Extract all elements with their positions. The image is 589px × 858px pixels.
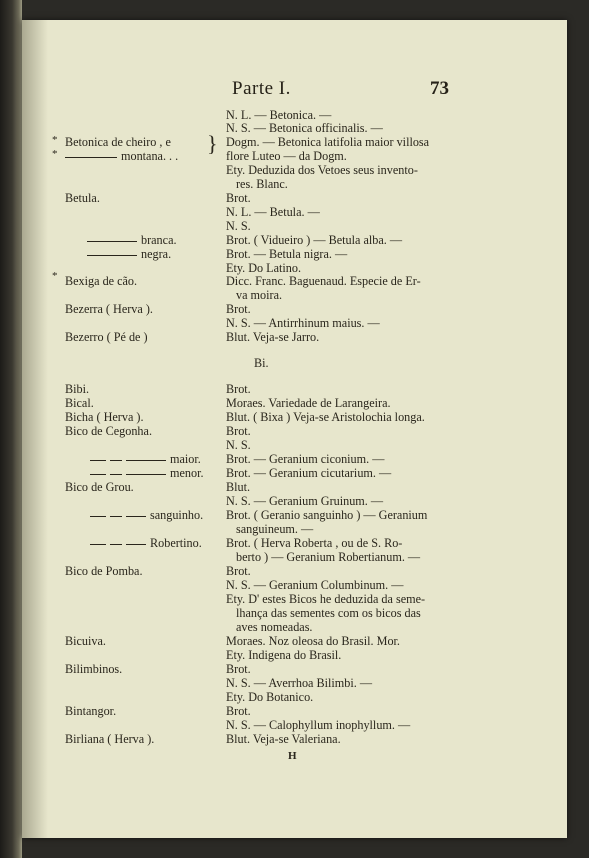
entry-term: Bico de Cegonha. bbox=[65, 424, 152, 438]
text-line: N. S. — Averrhoa Bilimbi. — bbox=[226, 676, 373, 690]
text-line: Blut. bbox=[226, 480, 251, 494]
running-title: Parte I. bbox=[232, 78, 291, 99]
entry-term: Bical. bbox=[65, 396, 94, 410]
text-line: Brot. bbox=[226, 302, 251, 316]
text-line: lhança das sementes com os bicos das bbox=[236, 606, 421, 620]
text-line: berto ) — Geranium Robertianum. — bbox=[236, 550, 421, 564]
printer-signature: H bbox=[288, 750, 297, 762]
text-line: N. S. bbox=[226, 219, 251, 233]
entry-term: maior. bbox=[90, 452, 201, 466]
book-binding-edge bbox=[0, 0, 22, 858]
dictionary-text bbox=[22, 20, 567, 838]
text-line: Moraes. Noz oleosa do Brasil. Mor. bbox=[226, 634, 400, 648]
entry-term: Bico de Grou. bbox=[65, 480, 134, 494]
text-line: Ety. D' estes Bicos he deduzida da seme- bbox=[226, 592, 426, 606]
text-line: Brot. bbox=[226, 191, 251, 205]
text-line: Brot. — Geranium cicutarium. — bbox=[226, 466, 392, 480]
text-line: Blut. ( Bixa ) Veja-se Aristolochia longa. bbox=[226, 410, 425, 424]
entry-term: Bico de Pomba. bbox=[65, 564, 143, 578]
text-line: Blut. Veja-se Valeriana. bbox=[226, 732, 341, 746]
text-line: Dogm. — Betonica latifolia maior villosa bbox=[226, 135, 430, 149]
entry-term: montana. . . bbox=[65, 149, 178, 163]
entry-mark: * bbox=[52, 148, 58, 160]
entry-term: Betonica de cheiro , e bbox=[65, 135, 171, 149]
entry-mark: * bbox=[52, 270, 58, 282]
text-line: Ety. Do Botanico. bbox=[226, 690, 314, 704]
book-page bbox=[22, 20, 567, 838]
entry-term: Betula. bbox=[65, 191, 100, 205]
entry-term: Bexiga de cão. bbox=[65, 274, 138, 288]
entry-term: Bintangor. bbox=[65, 704, 117, 718]
text-line: Brot. — Betula nigra. — bbox=[226, 247, 348, 261]
text-line: res. Blanc. bbox=[236, 177, 288, 191]
text-line: Brot. bbox=[226, 382, 251, 396]
text-line: Brot. bbox=[226, 662, 251, 676]
text-line: flore Luteo — da Dogm. bbox=[226, 149, 347, 163]
text-line: N. S. — Antirrhinum maius. — bbox=[226, 316, 380, 330]
text-line: Brot. ( Vidueiro ) — Betula alba. — bbox=[226, 233, 403, 247]
text-line: aves nomeadas. bbox=[236, 620, 313, 634]
text-line: Ety. Indigena do Brasil. bbox=[226, 648, 342, 662]
entry-term: Bezerro ( Pé de ) bbox=[65, 330, 148, 344]
text-line: N. S. — Betonica officinalis. — bbox=[226, 121, 383, 135]
entry-term: branca. bbox=[87, 233, 177, 247]
entry-term: Bibi. bbox=[65, 382, 90, 396]
text-line: Ety. Deduzida dos Vetoes seus invento- bbox=[226, 163, 418, 177]
text-line: N. S. — Calophyllum inophyllum. — bbox=[226, 718, 411, 732]
text-line: N. L. — Betonica. — bbox=[226, 108, 332, 122]
entry-term: Birliana ( Herva ). bbox=[65, 732, 155, 746]
text-line: va moira. bbox=[236, 288, 283, 302]
section-heading: Bi. bbox=[254, 356, 269, 370]
entry-term: Bicuiva. bbox=[65, 634, 106, 648]
text-line: Blut. Veja-se Jarro. bbox=[226, 330, 320, 344]
entry-term: menor. bbox=[90, 466, 204, 480]
text-line: Dicc. Franc. Baguenaud. Especie de Er- bbox=[226, 274, 421, 288]
entry-term: negra. bbox=[87, 247, 171, 261]
entry-term: sanguinho. bbox=[90, 508, 203, 522]
text-line: N. S. — Geranium Gruinum. — bbox=[226, 494, 384, 508]
page-number: 73 bbox=[430, 78, 449, 99]
text-line: N. S. — Geranium Columbinum. — bbox=[226, 578, 404, 592]
entry-mark: * bbox=[52, 134, 58, 146]
text-line: N. S. bbox=[226, 438, 251, 452]
text-line: Moraes. Variedade de Larangeira. bbox=[226, 396, 391, 410]
entry-term: Bilimbinos. bbox=[65, 662, 123, 676]
text-line: Brot. ( Geranio sanguinho ) — Geranium bbox=[226, 508, 428, 522]
text-line: N. L. — Betula. — bbox=[226, 205, 320, 219]
brace-symbol: } bbox=[207, 131, 218, 156]
entry-term: Bezerra ( Herva ). bbox=[65, 302, 153, 316]
entry-term: Robertino. bbox=[90, 536, 202, 550]
text-line: Ety. Do Latino. bbox=[226, 261, 302, 275]
text-line: Brot. bbox=[226, 564, 251, 578]
text-line: Brot. ( Herva Roberta , ou de S. Ro- bbox=[226, 536, 403, 550]
text-line: sanguineum. — bbox=[236, 522, 314, 536]
text-line: Brot. bbox=[226, 424, 251, 438]
text-line: Brot. bbox=[226, 704, 251, 718]
text-line: Brot. — Geranium ciconium. — bbox=[226, 452, 385, 466]
entry-term: Bicha ( Herva ). bbox=[65, 410, 144, 424]
